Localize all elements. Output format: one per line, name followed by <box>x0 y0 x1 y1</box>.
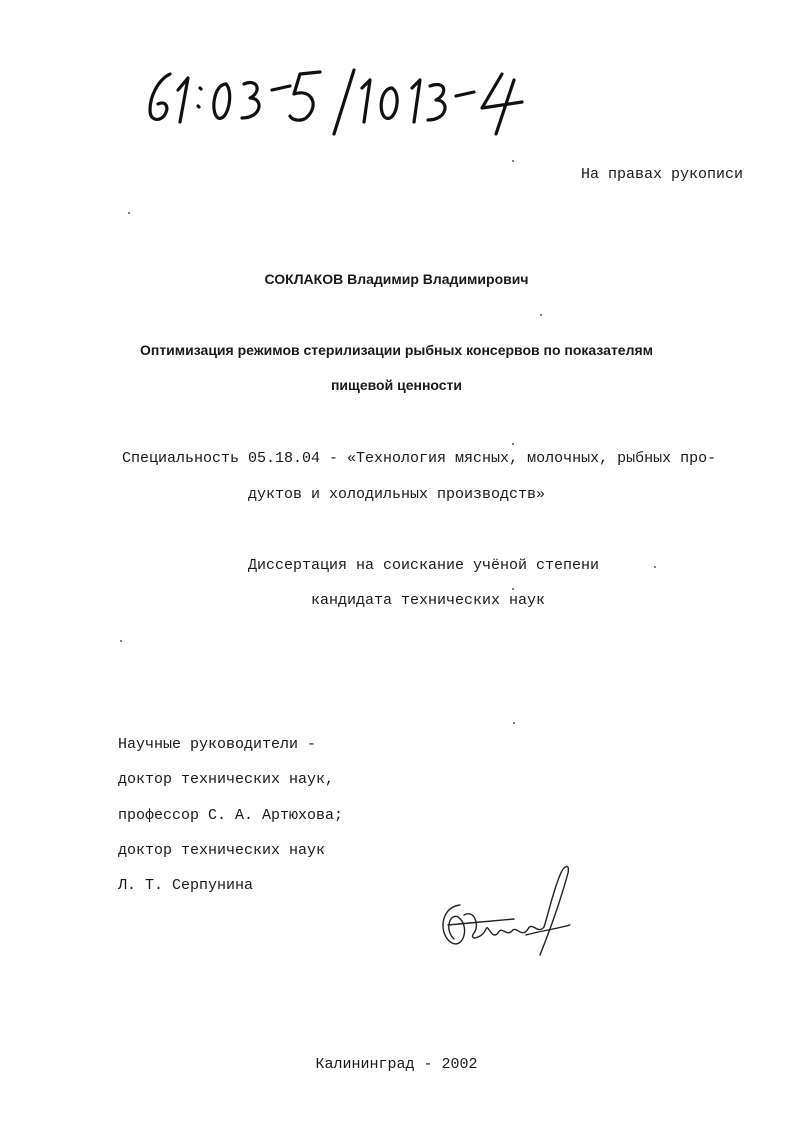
scan-speck <box>654 566 656 568</box>
author-name: СОКЛАКОВ Владимир Владимирович <box>264 271 529 287</box>
scan-speck <box>540 314 542 316</box>
handwritten-code-drawing <box>130 62 550 142</box>
specialty-line-1: Специальность 05.18.04 - «Технология мясных, молочных, рыбных про- <box>122 450 717 467</box>
scan-speck <box>128 212 130 214</box>
scan-speck <box>120 640 122 642</box>
supervisor-line: доктор технических наук, <box>118 771 335 788</box>
scan-speck <box>513 722 515 724</box>
supervisors-heading: Научные руководители - <box>118 736 317 753</box>
dissertation-title-line-1: Оптимизация режимов стерилизации рыбных консервов по показателям <box>139 342 654 358</box>
handwritten-archive-code <box>130 62 550 142</box>
dissertation-title-line-2: пищевой ценности <box>330 377 463 393</box>
scan-speck <box>512 588 514 590</box>
rights-note: На правах рукописи <box>580 166 743 183</box>
scan-speck <box>512 160 514 162</box>
signature-drawing <box>430 855 580 965</box>
scan-speck <box>512 443 514 445</box>
degree-line-2: кандидата технических наук <box>311 592 546 609</box>
handwritten-signature <box>430 855 580 965</box>
supervisor-line: профессор С. А. Артюхова; <box>118 807 344 824</box>
supervisor-line: Л. Т. Серпунина <box>118 877 254 894</box>
supervisor-line: доктор технических наук <box>118 842 326 859</box>
city-and-year: Калининград - 2002 <box>315 1056 478 1073</box>
degree-line-1: Диссертация на соискание учёной степени <box>248 557 600 574</box>
specialty-line-2: дуктов и холодильных производств» <box>247 486 546 503</box>
